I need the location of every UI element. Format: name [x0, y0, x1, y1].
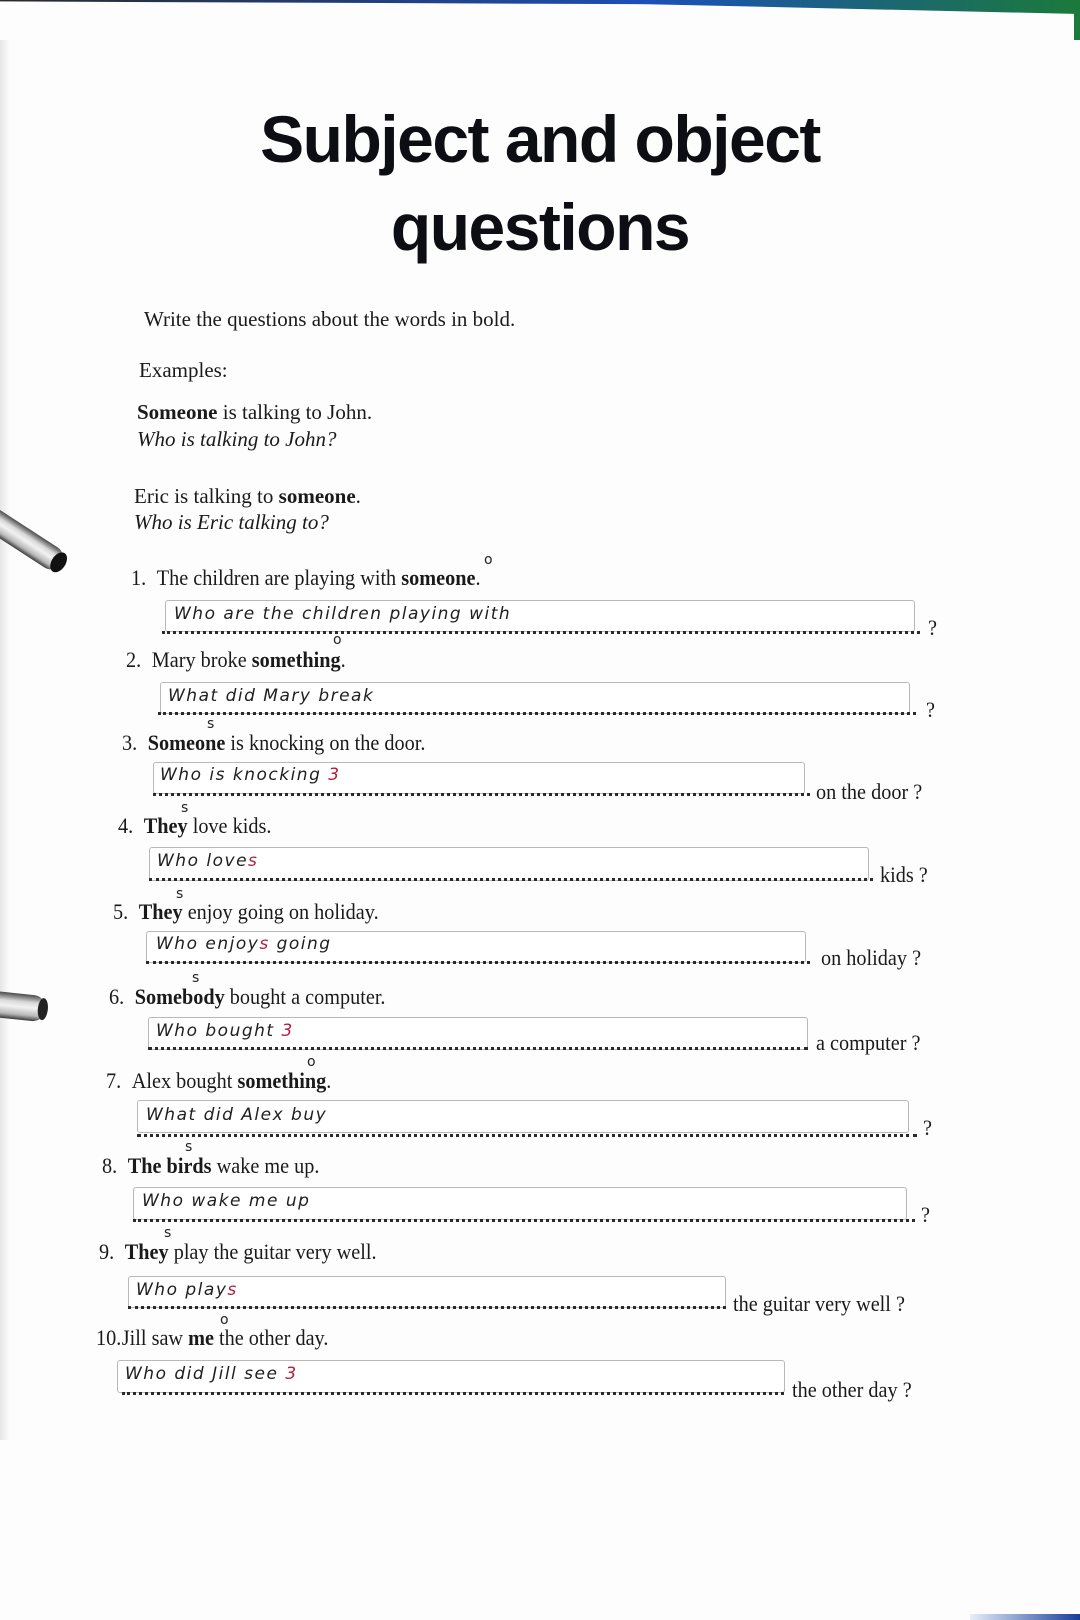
dotted-line — [137, 1134, 917, 1137]
dotted-line — [162, 631, 920, 634]
suffix-8: ? — [921, 1202, 930, 1227]
bold-word: someone — [278, 484, 356, 508]
answer-1: Who are the children playing with — [174, 604, 512, 624]
suffix-6: a computer ? — [816, 1030, 921, 1055]
answer-7: What did Alex buy — [146, 1105, 328, 1125]
suffix-1: ? — [928, 615, 937, 640]
correction-mark: s — [227, 1280, 238, 1300]
answer-9: Who plays — [136, 1280, 238, 1300]
question-3: 3. Someone is knocking on the door. — [122, 730, 426, 755]
suffix-9: the guitar very well ? — [733, 1291, 905, 1316]
question-2: 2. Mary broke something. — [126, 647, 346, 672]
object-mark: o — [307, 1054, 316, 1070]
suffix-2: ? — [926, 697, 935, 722]
dotted-line — [148, 1047, 808, 1050]
suffix-3: on the door ? — [816, 779, 923, 804]
bold-word: Someone — [137, 400, 218, 424]
answer-2: What did Mary break — [168, 686, 375, 706]
example-1-answer: Who is talking to John? — [137, 427, 337, 451]
dotted-line — [128, 1306, 726, 1309]
suffix-5: on holiday ? — [821, 945, 922, 970]
question-8: 8. The birds wake me up. — [102, 1153, 320, 1178]
instruction: Write the questions about the words in bold. — [144, 307, 516, 331]
dotted-line — [122, 1392, 784, 1395]
object-mark: o — [220, 1312, 229, 1328]
subject-mark: s — [164, 1225, 172, 1241]
examples-label: Examples: — [139, 358, 228, 382]
dotted-line — [146, 961, 810, 964]
subject-mark: s — [185, 1139, 193, 1155]
answer-6: Who bought 3 — [156, 1021, 294, 1041]
answer-5: Who enjoys going — [156, 934, 332, 954]
question-10: 10.Jill saw me the other day. — [96, 1325, 329, 1350]
page-bottom-edge — [970, 1614, 1080, 1620]
answer-3: Who is knocking 3 — [160, 765, 341, 785]
question-4: 4. They love kids. — [118, 813, 272, 838]
suffix-4: kids ? — [880, 862, 928, 887]
example-1-sentence: Someone is talking to John. — [137, 400, 373, 424]
correction-mark: 3 — [281, 1021, 294, 1041]
correction-mark: s — [259, 934, 270, 954]
page-title-line-2: questions — [390, 190, 690, 264]
question-7: 7. Alex bought something. — [106, 1068, 332, 1093]
suffix-10: the other day ? — [792, 1377, 912, 1402]
page-right-edge — [1074, 0, 1080, 40]
page-top-edge — [0, 0, 1080, 14]
subject-mark: s — [181, 800, 189, 816]
answer-8: Who wake me up — [142, 1191, 311, 1211]
correction-mark: 3 — [328, 765, 341, 785]
dotted-line — [153, 793, 810, 796]
subject-mark: s — [207, 716, 215, 732]
object-mark: o — [484, 552, 493, 568]
pen-cap-icon — [0, 990, 47, 1023]
example-2-sentence: Eric is talking to someone. — [134, 484, 361, 508]
page-title-line-1: Subject and object — [260, 102, 820, 176]
dotted-line — [149, 878, 873, 881]
correction-mark: s — [248, 851, 259, 871]
question-5: 5. They enjoy going on holiday. — [113, 899, 379, 924]
object-mark: o — [333, 632, 342, 648]
question-1: 1. The children are playing with someone. — [131, 565, 481, 590]
correction-mark: 3 — [285, 1364, 298, 1384]
subject-mark: s — [192, 970, 200, 986]
subject-mark: s — [176, 886, 184, 902]
suffix-7: ? — [923, 1115, 932, 1140]
dotted-line — [158, 712, 916, 715]
example-2-answer: Who is Eric talking to? — [134, 510, 329, 534]
answer-4: Who loves — [157, 851, 259, 871]
dotted-line — [133, 1219, 915, 1222]
pen-icon — [0, 494, 68, 574]
answer-10: Who did Jill see 3 — [125, 1364, 298, 1384]
question-6: 6. Somebody bought a computer. — [109, 984, 386, 1009]
question-9: 9. They play the guitar very well. — [99, 1239, 377, 1264]
